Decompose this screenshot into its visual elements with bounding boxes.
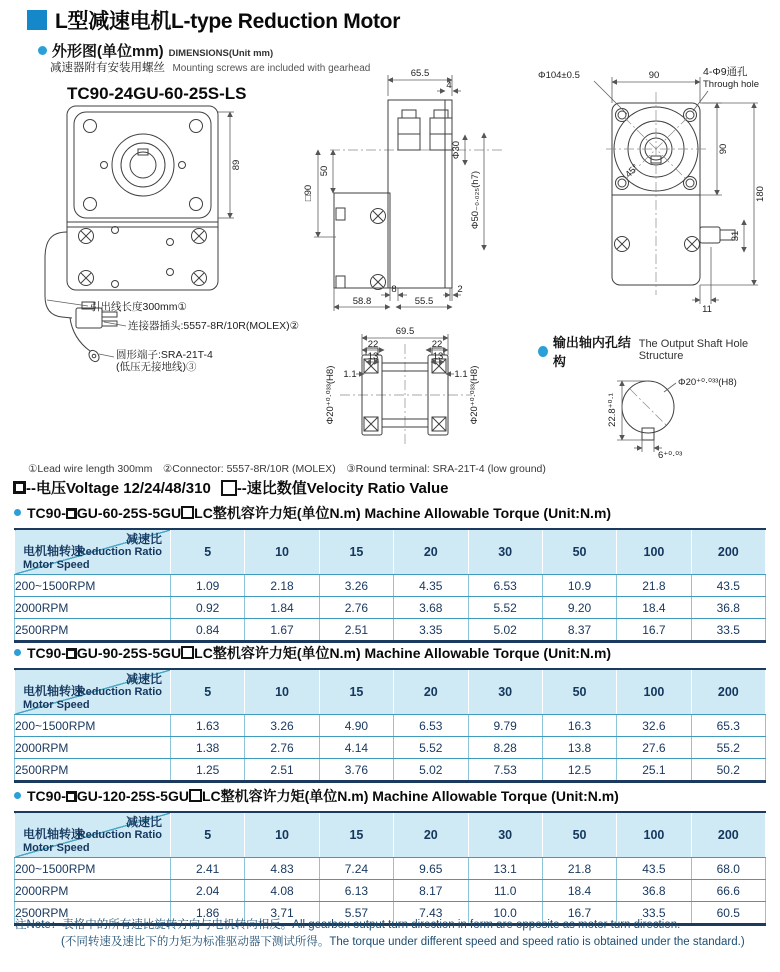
- torque-value: 60.5: [691, 902, 765, 925]
- torque-value: 3.76: [319, 759, 393, 782]
- ratio-header: 20: [394, 529, 468, 575]
- ratio-header: 30: [468, 669, 542, 715]
- table-title-suffix: LC整机容许力矩(单位N.m) Machine Allowable Torque (Unit:N.m): [194, 505, 612, 521]
- corner-ratio-en: Reduction Ratio: [77, 546, 162, 559]
- torque-value: 5.02: [394, 759, 468, 782]
- speed-label: 200~1500RPM: [15, 858, 171, 880]
- screw-icon: [615, 237, 630, 252]
- rear-view-drawing: [538, 65, 766, 315]
- screw-icon: [79, 229, 94, 244]
- table-corner-cell: [15, 812, 171, 858]
- mounting-note-en: Mounting screws are included with gearhead: [172, 63, 371, 74]
- torque-value: 12.5: [542, 759, 616, 782]
- screw-icon: [192, 271, 207, 286]
- screw-icon: [685, 237, 700, 252]
- corner-ratio-cn: 减速比: [125, 532, 162, 546]
- table-row: [15, 858, 766, 880]
- torque-value: 16.7: [542, 902, 616, 925]
- shaft-detail-drawing: [325, 326, 480, 446]
- ratio-header: 50: [542, 669, 616, 715]
- torque-value: 1.38: [171, 737, 245, 759]
- torque-table-section-60: [14, 503, 766, 643]
- ratio-header: 15: [319, 529, 393, 575]
- torque-value: 27.6: [617, 737, 691, 759]
- bullet-dot-icon: [14, 509, 21, 516]
- ratio-square-icon: [181, 506, 194, 519]
- rear-dim-31: 31: [730, 230, 741, 242]
- ratio-header: 100: [617, 669, 691, 715]
- ratio-header: 10: [245, 812, 319, 858]
- page-header: [27, 5, 400, 35]
- table-title: [14, 786, 766, 806]
- shaft-dim-11-left: 1.1: [343, 369, 357, 380]
- table-title-mid: GU-120-25S-5GU: [76, 788, 189, 804]
- torque-value: 33.5: [617, 902, 691, 925]
- torque-value: 3.35: [394, 619, 468, 642]
- rear-dim-11: 11: [702, 304, 712, 315]
- side-dim-8: 8: [391, 284, 397, 295]
- torque-value: 2.18: [245, 575, 319, 597]
- torque-value: 68.0: [691, 858, 765, 880]
- corner-speed-cn: 电机轴转速: [23, 684, 84, 699]
- shaft-dim-11-right: 1.1: [454, 369, 468, 380]
- ratio-header: 30: [468, 529, 542, 575]
- ratio-header: 100: [617, 812, 691, 858]
- side-dim-4: 4: [446, 80, 452, 91]
- table-header-row: [15, 669, 766, 715]
- bullet-dot-icon: [538, 346, 548, 357]
- table-corner-cell: [15, 529, 171, 575]
- table-title-prefix: TC90-: [27, 645, 66, 661]
- output-hole-drawing: [607, 377, 737, 461]
- side-dim-2: 2: [457, 284, 463, 295]
- side-dim-50: 50: [319, 165, 330, 177]
- outhole-dim-d20: Φ20⁺⁰·⁰³³(H8): [678, 377, 737, 388]
- side-dim-655: 65.5: [410, 68, 430, 79]
- corner-speed-en: Motor Speed: [23, 558, 90, 571]
- torque-value: 6.13: [319, 880, 393, 902]
- technical-drawings: [0, 60, 780, 466]
- torque-value: 2.41: [171, 858, 245, 880]
- rear-dim-d104: Φ104±0.5: [538, 70, 580, 81]
- screw-icon: [371, 209, 386, 224]
- torque-value: 50.2: [691, 759, 765, 782]
- note-line-1: 注Note：表格中的所有速比旋转方向与电机转向相反。All gearbox output turn direction in form are opposite as motor turn direction.: [15, 919, 681, 931]
- mounting-note-cn: 减速器附有安装用螺丝: [50, 62, 165, 74]
- torque-value: 2.51: [245, 759, 319, 782]
- outhole-dim-228: 22.8⁺⁰·¹: [607, 393, 618, 427]
- bullet-dot-icon: [14, 792, 21, 799]
- torque-table: [14, 528, 766, 643]
- torque-value: 4.83: [245, 858, 319, 880]
- rear-dim-90-right: 90: [718, 143, 729, 155]
- table-row: [15, 575, 766, 597]
- torque-value: 5.52: [394, 737, 468, 759]
- torque-value: 2.04: [171, 880, 245, 902]
- torque-value: 13.8: [542, 737, 616, 759]
- table-row: [15, 715, 766, 737]
- torque-table-section-90: [14, 643, 766, 783]
- shaft-dim-13-right: 13: [432, 351, 444, 362]
- torque-value: 9.20: [542, 597, 616, 619]
- side-dim-sq90: □90: [303, 184, 314, 202]
- table-corner-cell: [15, 669, 171, 715]
- table-row: [15, 880, 766, 902]
- torque-value: 55.2: [691, 737, 765, 759]
- table-title: [14, 643, 766, 663]
- speed-label: 2500RPM: [15, 759, 171, 782]
- table-title-prefix: TC90-: [27, 788, 66, 804]
- speed-label: 200~1500RPM: [15, 715, 171, 737]
- torque-value: 0.92: [171, 597, 245, 619]
- bullet-dot-icon: [38, 46, 47, 55]
- side-view-drawing: [303, 68, 505, 311]
- speed-label: 2000RPM: [15, 597, 171, 619]
- torque-value: 21.8: [542, 858, 616, 880]
- shaft-dim-695: 69.5: [395, 326, 415, 337]
- screw-icon: [371, 275, 386, 290]
- output-hole-heading: [538, 332, 780, 370]
- ratio-square-icon: [181, 646, 194, 659]
- voltage-square-icon: [66, 791, 77, 802]
- torque-value: 16.3: [542, 715, 616, 737]
- speed-label: 200~1500RPM: [15, 575, 171, 597]
- corner-speed-en: Motor Speed: [23, 698, 90, 711]
- shaft-dim-d20-right: Φ20⁺⁰·⁰³³(H8): [469, 365, 480, 425]
- torque-value: 18.4: [617, 597, 691, 619]
- shaft-dim-22-left: 22: [367, 339, 379, 350]
- ratio-header: 20: [394, 669, 468, 715]
- torque-value: 10.0: [468, 902, 542, 925]
- ratio-header: 10: [245, 669, 319, 715]
- title-square-icon: [27, 10, 47, 30]
- ratio-header: 50: [542, 812, 616, 858]
- torque-value: 8.28: [468, 737, 542, 759]
- torque-value: 2.51: [319, 619, 393, 642]
- torque-value: 5.52: [468, 597, 542, 619]
- torque-value: 36.8: [691, 597, 765, 619]
- torque-value: 3.26: [319, 575, 393, 597]
- torque-value: 3.26: [245, 715, 319, 737]
- torque-value: 4.35: [394, 575, 468, 597]
- torque-value: 0.84: [171, 619, 245, 642]
- torque-value: 5.57: [319, 902, 393, 925]
- torque-value: 8.37: [542, 619, 616, 642]
- torque-value: 6.53: [394, 715, 468, 737]
- rear-dim-90-top: 90: [648, 70, 660, 81]
- corner-ratio-en: Reduction Ratio: [77, 686, 162, 699]
- torque-value: 1.63: [171, 715, 245, 737]
- shaft-dim-d20-left: Φ20⁺⁰·⁰³³(H8): [325, 365, 336, 425]
- ratio-header: 15: [319, 669, 393, 715]
- output-hole-heading-en: The Output Shaft Hole Structure: [638, 338, 749, 362]
- torque-value: 7.24: [319, 858, 393, 880]
- voltage-square-icon: [13, 481, 26, 494]
- torque-value: 1.67: [245, 619, 319, 642]
- torque-value: 9.65: [394, 858, 468, 880]
- rear-dim-180: 180: [755, 186, 766, 202]
- torque-value: 1.86: [171, 902, 245, 925]
- torque-table: [14, 811, 766, 926]
- voltage-square-icon: [66, 648, 77, 659]
- torque-value: 7.53: [468, 759, 542, 782]
- table-header-row: [15, 529, 766, 575]
- front-view-drawing: [45, 106, 300, 373]
- ratio-header: 5: [171, 669, 245, 715]
- corner-ratio-cn: 减速比: [125, 815, 162, 829]
- dimensions-label-cn: 外形图(单位mm): [52, 43, 164, 60]
- torque-value: 3.68: [394, 597, 468, 619]
- drawing-footnote: ①Lead wire length 300mm ②Connector: 5557-8R/10R (MOLEX) ③Round terminal: SRA-21T-4 (low ground): [28, 463, 546, 475]
- shaft-dim-13-left: 13: [367, 351, 379, 362]
- ratio-header: 200: [691, 529, 765, 575]
- dimensions-label-en: DIMENSIONS(Unit mm): [168, 48, 274, 59]
- speed-label: 2000RPM: [15, 737, 171, 759]
- torque-value: 33.5: [691, 619, 765, 642]
- table-row: [15, 737, 766, 759]
- symbol-legend: [13, 477, 449, 498]
- torque-value: 13.1: [468, 858, 542, 880]
- rear-dim-45: 45°: [623, 162, 642, 181]
- speed-label: 2500RPM: [15, 619, 171, 642]
- voltage-square-icon: [66, 508, 77, 519]
- torque-value: 43.5: [617, 858, 691, 880]
- outhole-dim-6: 6⁺⁰·⁰³: [658, 450, 683, 461]
- table-title-prefix: TC90-: [27, 505, 66, 521]
- torque-table-section-120: [14, 786, 766, 926]
- torque-value: 9.79: [468, 715, 542, 737]
- torque-value: 16.7: [617, 619, 691, 642]
- torque-value: 1.09: [171, 575, 245, 597]
- torque-value: 8.17: [394, 880, 468, 902]
- torque-value: 1.25: [171, 759, 245, 782]
- ratio-header: 15: [319, 812, 393, 858]
- table-row: [15, 597, 766, 619]
- torque-value: 7.43: [394, 902, 468, 925]
- front-connector-label: 连接器插头:5557-8R/10R(MOLEX)②: [128, 320, 300, 332]
- torque-table: [14, 668, 766, 783]
- ratio-square-icon: [189, 789, 202, 802]
- side-dim-555: 55.5: [414, 296, 434, 307]
- torque-value: 1.84: [245, 597, 319, 619]
- screw-icon: [79, 271, 94, 286]
- torque-value: 43.5: [691, 575, 765, 597]
- side-dim-588: 58.8: [352, 296, 372, 307]
- torque-value: 4.90: [319, 715, 393, 737]
- side-dim-d50: Φ50₋₀.₀₂₅(h7): [470, 170, 481, 230]
- torque-value: 10.9: [542, 575, 616, 597]
- front-lead-wire-label: 引出线长度300mm①: [90, 301, 187, 313]
- ratio-header: 30: [468, 812, 542, 858]
- front-dim-89: 89: [231, 159, 242, 171]
- ratio-header: 5: [171, 529, 245, 575]
- model-number: TC90-24GU-60-25S-LS: [67, 84, 247, 103]
- ratio-header: 200: [691, 669, 765, 715]
- torque-value: 66.6: [691, 880, 765, 902]
- bullet-dot-icon: [14, 649, 21, 656]
- torque-value: 36.8: [617, 880, 691, 902]
- corner-ratio-cn: 减速比: [125, 672, 162, 686]
- legend-voltage-label: --电压Voltage 12/24/48/310: [26, 480, 211, 497]
- corner-speed-cn: 电机轴转速: [23, 544, 84, 559]
- table-row: [15, 619, 766, 642]
- side-dim-d30: Φ30: [451, 140, 462, 160]
- torque-value: 2.76: [245, 737, 319, 759]
- torque-value: 6.53: [468, 575, 542, 597]
- table-title-mid: GU-60-25S-5GU: [76, 505, 182, 521]
- speed-label: 2500RPM: [15, 902, 171, 925]
- torque-value: 4.14: [319, 737, 393, 759]
- table-header-row: [15, 812, 766, 858]
- table-note: [15, 917, 745, 950]
- table-title-mid: GU-90-25S-5GU: [76, 645, 182, 661]
- torque-value: 25.1: [617, 759, 691, 782]
- ratio-header: 20: [394, 812, 468, 858]
- torque-value: 18.4: [542, 880, 616, 902]
- ratio-square-icon: [221, 480, 237, 496]
- torque-value: 21.8: [617, 575, 691, 597]
- screw-icon: [192, 229, 207, 244]
- front-terminal-label-1: 圆形端子:SRA-21T-4: [116, 349, 213, 361]
- shaft-dim-22-right: 22: [431, 339, 443, 350]
- table-title-suffix: LC整机容许力矩(单位N.m) Machine Allowable Torque (Unit:N.m): [194, 645, 612, 661]
- torque-value: 3.71: [245, 902, 319, 925]
- corner-speed-cn: 电机轴转速: [23, 827, 84, 842]
- torque-value: 4.08: [245, 880, 319, 902]
- torque-value: 5.02: [468, 619, 542, 642]
- table-title: [14, 503, 766, 523]
- page-title: L型减速电机L-type Reduction Motor: [55, 10, 401, 33]
- torque-value: 11.0: [468, 880, 542, 902]
- corner-speed-en: Motor Speed: [23, 841, 90, 854]
- ratio-header: 200: [691, 812, 765, 858]
- front-terminal-label-2: (低压无接地线)③: [116, 361, 197, 373]
- ratio-header: 5: [171, 812, 245, 858]
- legend-ratio-label: --速比数值Velocity Ratio Value: [236, 480, 449, 497]
- table-row: [15, 759, 766, 782]
- table-title-suffix: LC整机容许力矩(单位N.m) Machine Allowable Torque (Unit:N.m): [201, 788, 619, 804]
- speed-label: 2000RPM: [15, 880, 171, 902]
- torque-value: 32.6: [617, 715, 691, 737]
- torque-value: 2.76: [319, 597, 393, 619]
- ratio-header: 50: [542, 529, 616, 575]
- rear-hole-label-en: Through hole: [703, 79, 759, 90]
- output-hole-heading-cn: 输出轴内孔结构: [552, 335, 631, 369]
- rear-hole-label-cn: 4-Φ9通孔: [703, 66, 748, 78]
- note-line-2: (不同转速及速比下的力矩为标准驱动器下测试所得。The torque under different speed and speed ratio is obtained under the standard.): [61, 935, 745, 948]
- ratio-header: 10: [245, 529, 319, 575]
- ratio-header: 100: [617, 529, 691, 575]
- torque-value: 65.3: [691, 715, 765, 737]
- corner-ratio-en: Reduction Ratio: [77, 829, 162, 842]
